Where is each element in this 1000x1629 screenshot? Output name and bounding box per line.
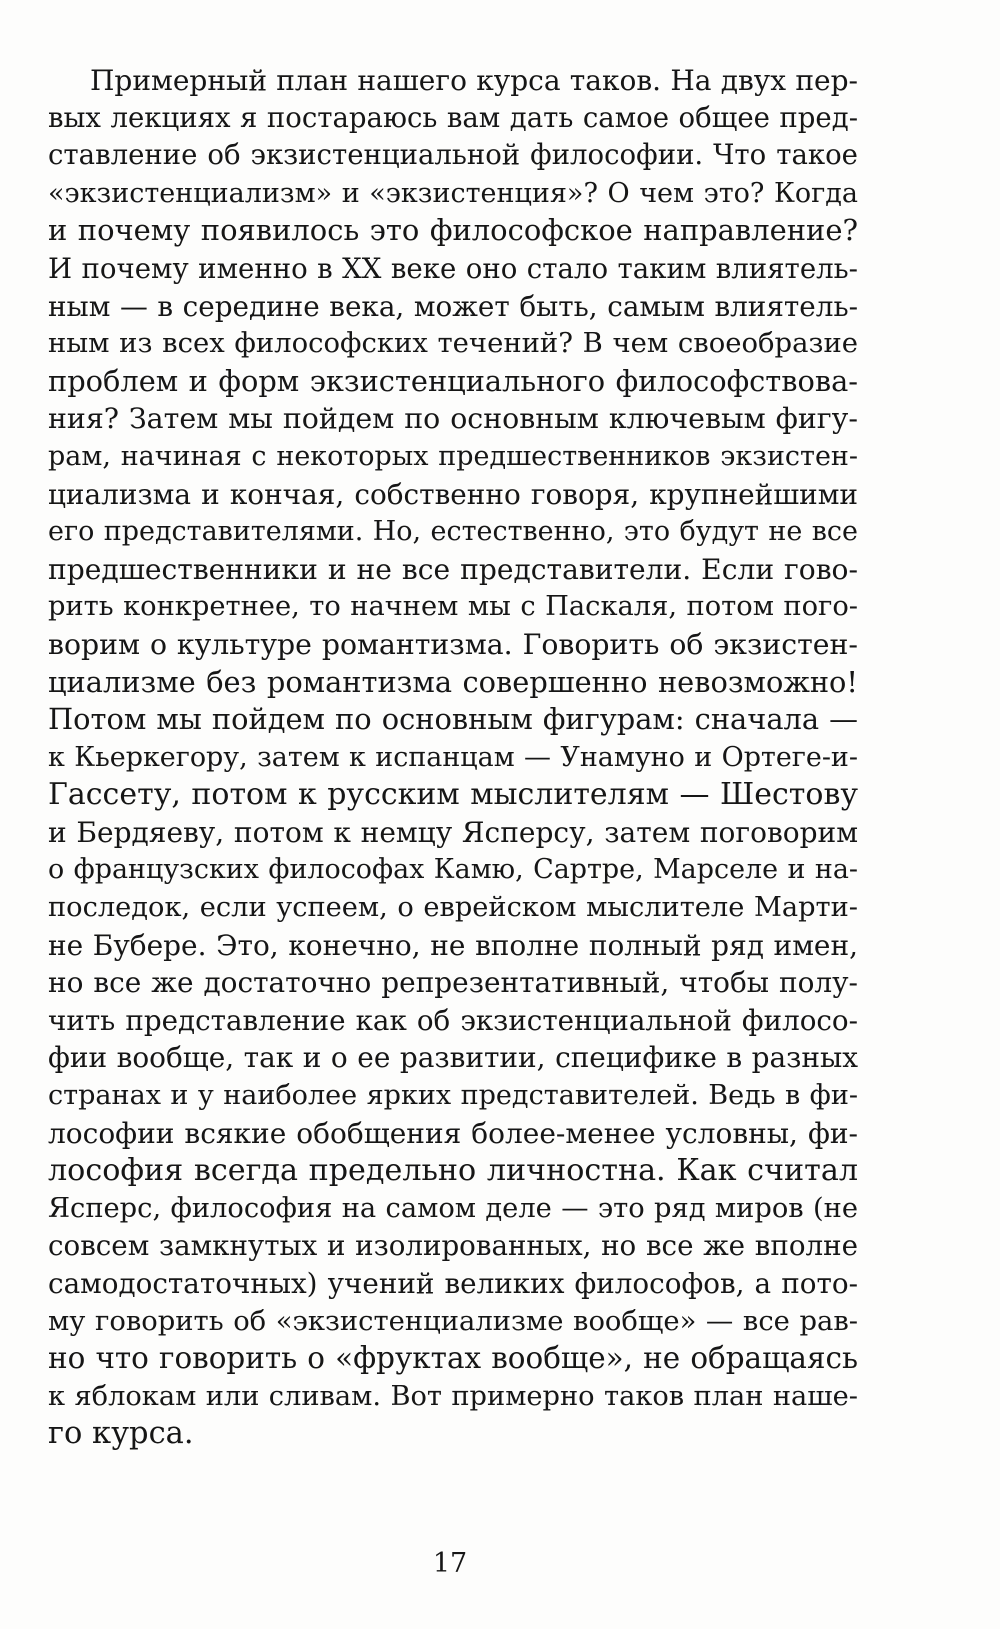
text-line: го курса. (48, 1416, 194, 1452)
text-line: и Бердяеву, потом к немцу Ясперсу, затем поговорим (48, 815, 858, 849)
text-line: самодостаточных) учений великих философов, а пото- (48, 1267, 858, 1300)
text-line: последок, если успеем, о еврейском мыслителе Марти- (48, 892, 858, 924)
text-line: ворим о культуре романтизма. Говорить об экзистен- (48, 627, 858, 661)
text-line: И почему именно в XX веке оно стало таким влиятель- (48, 251, 858, 285)
text-line: Примерный план нашего курса таков. На двух пер- (90, 64, 858, 97)
text-line: к яблокам или сливам. Вот примерно таков план наше- (48, 1380, 858, 1412)
text-line: чить представление как об экзистенциальной филосо- (48, 1003, 858, 1037)
text-line: вых лекциях я постараюсь вам дать самое общее пред- (48, 101, 858, 134)
text-line: лософия всегда предельно личностна. Как считал (48, 1153, 858, 1189)
text-line: но все же достаточно репрезентативный, чтобы полу- (48, 966, 858, 1000)
text-line: ным из всех философских течений? В чем своеобразие (48, 328, 858, 360)
text-line: Ясперс, философия на самом деле — это ряд миров (не (48, 1192, 858, 1224)
text-line: к Кьеркегору, затем к испанцам — Унамуно и Ортеге-и- (48, 741, 858, 773)
text-line: его представителями. Но, естественно, это будут не все (48, 516, 858, 548)
text-line: Гассету, потом к русским мыслителям — Шестову (48, 777, 858, 813)
text-line: рам, начиная с некоторых предшественников экзистен- (48, 440, 858, 472)
text-line: му говорить об «экзистенциализме вообще» — все рав- (48, 1305, 858, 1337)
text-line: «экзистенциализм» и «экзистенция»? О чем это? Когда (48, 177, 858, 209)
text-line: лософии всякие обобщения более-менее условны, фи- (48, 1116, 858, 1150)
text-line: и почему появилось это философское направление? (48, 213, 858, 248)
text-line: не Бубере. Это, конечно, не вполне полный ряд имен, (48, 928, 858, 962)
text-line: но что говорить о «фруктах вообще», не обращаясь (48, 1341, 858, 1376)
text-line: циализма и кончая, собственно говоря, крупнейшими (48, 477, 858, 511)
text-line: странах и у наиболее ярких представителей. Ведь в фи- (48, 1080, 858, 1112)
page-number: 17 (432, 1548, 468, 1579)
text-line: рить конкретнее, то начнем мы с Паскаля, потом пого- (48, 591, 858, 623)
text-line: о французских философах Камю, Сартре, Марселе и на- (48, 854, 858, 886)
text-line: циализме без романтизма совершенно невозможно! (48, 664, 858, 699)
text-line: фии вообще, так и о ее развитии, специфике в разных (48, 1041, 858, 1075)
text-line: Потом мы пойдем по основным фигурам: сначала — (48, 702, 858, 737)
text-line: проблем и форм экзистенциального философствова- (48, 363, 858, 398)
text-line: ставление об экзистенциальной философии. Что такое (48, 139, 858, 172)
body-paragraph (48, 62, 858, 1453)
text-line: совсем замкнутых и изолированных, но все же вполне (48, 1229, 858, 1263)
text-line: ния? Затем мы пойдем по основным ключевым фигу- (48, 402, 858, 436)
text-line: предшественники и не все представители. Если гово- (48, 552, 858, 586)
text-line: ным — в середине века, может быть, самым влиятель- (48, 289, 858, 323)
